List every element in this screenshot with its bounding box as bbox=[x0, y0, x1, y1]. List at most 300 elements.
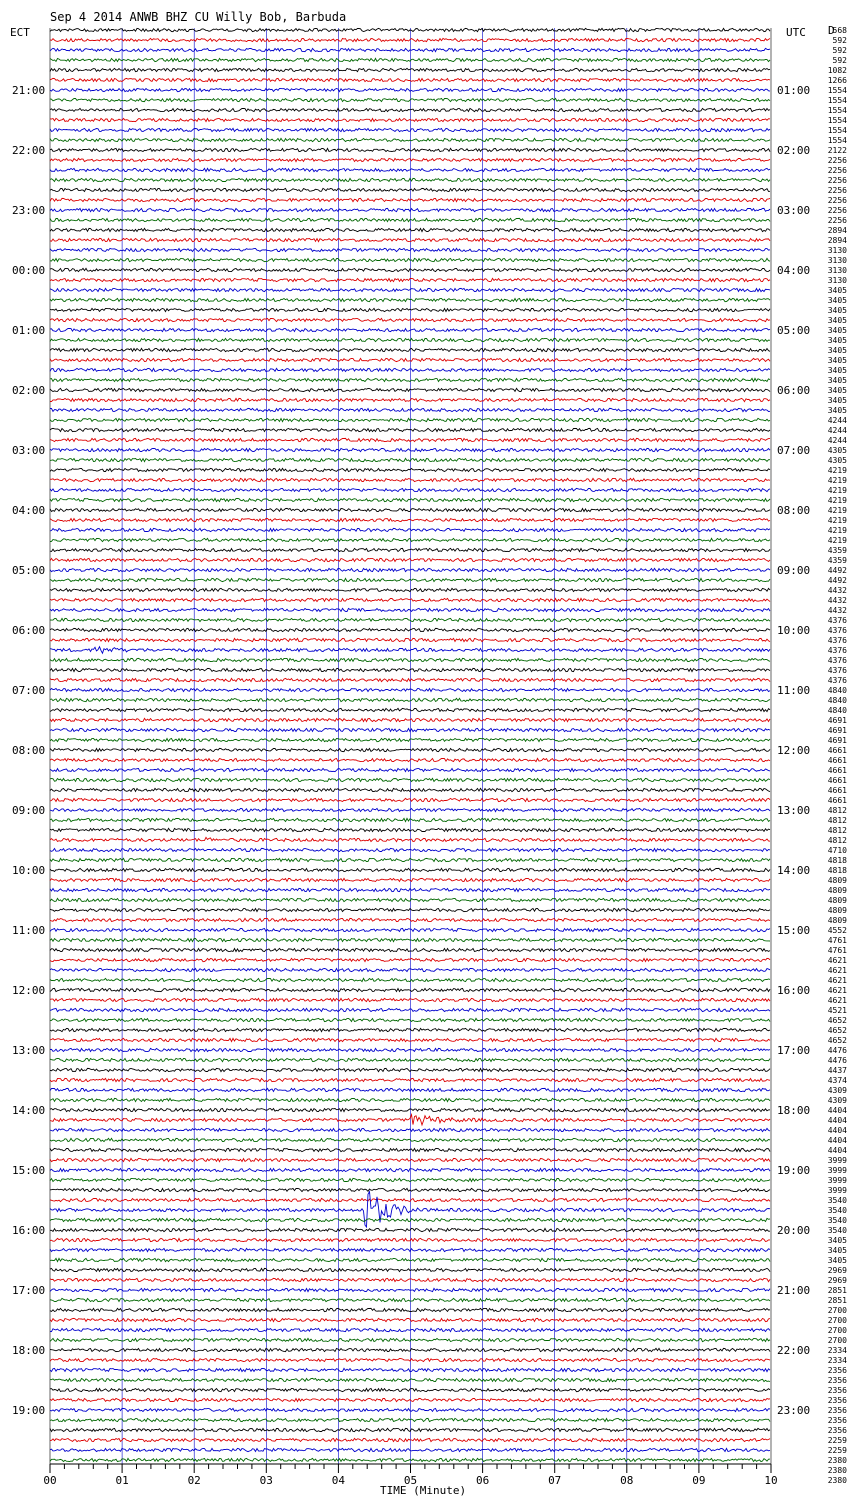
trace-96 bbox=[50, 988, 770, 991]
trace-116 bbox=[50, 1188, 770, 1191]
left-time-label: 11:00 bbox=[12, 924, 46, 937]
trace-count-label: 592 bbox=[832, 46, 847, 55]
right-time-label: 22:00 bbox=[777, 1344, 811, 1357]
trace-count-label: 4818 bbox=[827, 856, 847, 865]
trace-count-label: 4812 bbox=[827, 826, 847, 835]
trace-count-label: 4376 bbox=[827, 666, 847, 675]
trace-94 bbox=[50, 968, 770, 971]
x-tick-label: 10 bbox=[764, 1474, 778, 1487]
trace-103 bbox=[50, 1058, 770, 1061]
trace-2 bbox=[50, 48, 770, 51]
trace-count-label: 2851 bbox=[827, 1286, 847, 1295]
trace-count-label: 4691 bbox=[827, 726, 847, 735]
trace-count-label: 4404 bbox=[827, 1146, 847, 1155]
trace-128 bbox=[50, 1308, 770, 1311]
trace-58 bbox=[50, 608, 770, 611]
trace-count-label: 4761 bbox=[827, 936, 847, 945]
trace-114 bbox=[50, 1168, 770, 1171]
trace-count-label: 2334 bbox=[827, 1356, 847, 1365]
trace-count-label: 4809 bbox=[827, 906, 847, 915]
trace-21 bbox=[50, 238, 770, 241]
left-time-label: 23:00 bbox=[12, 204, 46, 217]
trace-count-label: 4219 bbox=[827, 486, 847, 495]
trace-count-label: 2356 bbox=[827, 1386, 847, 1395]
trace-106 bbox=[50, 1088, 770, 1091]
trace-45 bbox=[50, 478, 770, 481]
trace-83 bbox=[50, 858, 770, 861]
trace-35 bbox=[50, 378, 770, 381]
trace-129 bbox=[50, 1318, 770, 1321]
trace-count-label: 4521 bbox=[827, 1006, 847, 1015]
x-tick-label: 09 bbox=[692, 1474, 706, 1487]
trace-36 bbox=[50, 388, 770, 391]
trace-count-label: 2356 bbox=[827, 1426, 847, 1435]
trace-89 bbox=[50, 918, 770, 921]
trace-38 bbox=[50, 408, 770, 411]
x-tick-label: 02 bbox=[187, 1474, 201, 1487]
trace-count-label: 3999 bbox=[827, 1166, 847, 1175]
trace-count-label: 3405 bbox=[827, 336, 847, 345]
trace-count-label: 4809 bbox=[827, 876, 847, 885]
chart-title: Sep 4 2014 ANWB BHZ CU Willy Bob, Barbuda bbox=[50, 10, 347, 24]
trace-69 bbox=[50, 718, 770, 721]
trace-64 bbox=[50, 668, 770, 671]
trace-count-label: 4219 bbox=[827, 506, 847, 515]
trace-141 bbox=[50, 1438, 770, 1441]
trace-count-label: 4661 bbox=[827, 746, 847, 755]
trace-count-label: 4761 bbox=[827, 946, 847, 955]
trace-count-label: 1554 bbox=[827, 136, 847, 145]
trace-count-label: 4652 bbox=[827, 1026, 847, 1035]
trace-count-label: 3405 bbox=[827, 326, 847, 335]
right-time-label: 15:00 bbox=[777, 924, 811, 937]
trace-131 bbox=[50, 1338, 770, 1341]
trace-120 bbox=[50, 1228, 770, 1231]
right-time-label: 16:00 bbox=[777, 984, 811, 997]
trace-11 bbox=[50, 138, 770, 141]
trace-count-label: 1266 bbox=[827, 76, 847, 85]
trace-count-label: 3999 bbox=[827, 1156, 847, 1165]
trace-count-label: 4305 bbox=[827, 456, 847, 465]
trace-count-label: 2122 bbox=[827, 146, 847, 155]
trace-72 bbox=[50, 748, 770, 751]
trace-140 bbox=[50, 1428, 770, 1431]
trace-76 bbox=[50, 788, 770, 791]
trace-count-label: 3999 bbox=[827, 1176, 847, 1185]
trace-count-label: 4376 bbox=[827, 676, 847, 685]
trace-24 bbox=[50, 268, 770, 271]
x-tick-label: 04 bbox=[331, 1474, 346, 1487]
trace-62 bbox=[50, 647, 770, 654]
x-tick-label: 07 bbox=[548, 1474, 562, 1487]
trace-12 bbox=[50, 148, 770, 151]
trace-56 bbox=[50, 588, 770, 591]
trace-142 bbox=[50, 1448, 770, 1451]
trace-count-label: 4376 bbox=[827, 636, 847, 645]
trace-27 bbox=[50, 298, 770, 301]
trace-0 bbox=[50, 28, 770, 31]
trace-79 bbox=[50, 818, 770, 821]
right-time-label: 11:00 bbox=[777, 684, 811, 697]
trace-98 bbox=[50, 1008, 770, 1011]
trace-count-label: 3130 bbox=[827, 266, 847, 275]
trace-count-label: 2380 bbox=[827, 1456, 847, 1465]
trace-count-label: 4432 bbox=[827, 596, 847, 605]
left-time-label: 19:00 bbox=[12, 1404, 46, 1417]
trace-60 bbox=[50, 628, 770, 631]
trace-25 bbox=[50, 278, 770, 281]
trace-33 bbox=[50, 358, 770, 361]
trace-count-label: 4809 bbox=[827, 886, 847, 895]
trace-count-label: 4661 bbox=[827, 766, 847, 775]
trace-count-label: 3540 bbox=[827, 1206, 847, 1215]
trace-68 bbox=[50, 708, 770, 711]
trace-count-label: 4661 bbox=[827, 796, 847, 805]
trace-count-label: 4219 bbox=[827, 476, 847, 485]
x-tick-label: 08 bbox=[620, 1474, 634, 1487]
trace-124 bbox=[50, 1268, 770, 1271]
right-time-label: 06:00 bbox=[777, 384, 811, 397]
trace-count-label: 568 bbox=[832, 26, 847, 35]
trace-3 bbox=[50, 58, 770, 61]
trace-count-label: 1554 bbox=[827, 116, 847, 125]
trace-26 bbox=[50, 288, 770, 291]
trace-84 bbox=[50, 868, 770, 871]
trace-55 bbox=[50, 578, 770, 581]
trace-count-label: 4812 bbox=[827, 816, 847, 825]
trace-count-label: 3540 bbox=[827, 1216, 847, 1225]
trace-count-label: 4840 bbox=[827, 706, 847, 715]
trace-65 bbox=[50, 678, 770, 681]
trace-count-label: 4552 bbox=[827, 926, 847, 935]
right-time-label: 21:00 bbox=[777, 1284, 811, 1297]
trace-count-label: 3405 bbox=[827, 406, 847, 415]
right-time-label: 20:00 bbox=[777, 1224, 811, 1237]
trace-14 bbox=[50, 168, 770, 171]
left-time-label: 06:00 bbox=[12, 624, 46, 637]
left-time-label: 08:00 bbox=[12, 744, 46, 757]
left-time-label: 13:00 bbox=[12, 1044, 46, 1057]
trace-133 bbox=[50, 1358, 770, 1361]
trace-130 bbox=[50, 1328, 770, 1331]
trace-10 bbox=[50, 128, 770, 131]
trace-82 bbox=[50, 848, 770, 851]
trace-112 bbox=[50, 1148, 770, 1151]
trace-63 bbox=[50, 658, 770, 661]
trace-count-label: 4309 bbox=[827, 1086, 847, 1095]
left-time-label: 02:00 bbox=[12, 384, 46, 397]
trace-127 bbox=[50, 1298, 770, 1301]
right-time-label: 04:00 bbox=[777, 264, 811, 277]
trace-count-label: 4376 bbox=[827, 626, 847, 635]
trace-139 bbox=[50, 1418, 770, 1421]
trace-count-label: 3405 bbox=[827, 346, 847, 355]
trace-121 bbox=[50, 1238, 770, 1241]
trace-66 bbox=[50, 688, 770, 691]
trace-39 bbox=[50, 418, 770, 421]
trace-100 bbox=[50, 1028, 770, 1031]
scale-label: D bbox=[828, 24, 835, 37]
left-time-label: 18:00 bbox=[12, 1344, 46, 1357]
trace-count-label: 4621 bbox=[827, 996, 847, 1005]
trace-count-label: 2256 bbox=[827, 186, 847, 195]
trace-1 bbox=[50, 38, 770, 41]
trace-count-label: 4376 bbox=[827, 656, 847, 665]
trace-count-label: 4652 bbox=[827, 1016, 847, 1025]
trace-group bbox=[50, 28, 770, 1461]
trace-52 bbox=[50, 548, 770, 551]
trace-count-label: 2700 bbox=[827, 1316, 847, 1325]
trace-51 bbox=[50, 538, 770, 541]
trace-count-label: 4476 bbox=[827, 1046, 847, 1055]
trace-count-label: 2259 bbox=[827, 1446, 847, 1455]
trace-count-label: 4376 bbox=[827, 646, 847, 655]
left-time-label: 05:00 bbox=[12, 564, 46, 577]
trace-count-label: 2256 bbox=[827, 176, 847, 185]
right-time-label: 23:00 bbox=[777, 1404, 811, 1417]
trace-19 bbox=[50, 218, 770, 221]
left-axis-label: ECT bbox=[10, 26, 30, 39]
trace-34 bbox=[50, 368, 770, 371]
trace-48 bbox=[50, 508, 770, 511]
trace-5 bbox=[50, 78, 770, 81]
trace-111 bbox=[50, 1138, 770, 1141]
trace-117 bbox=[50, 1198, 770, 1201]
trace-count-label: 4244 bbox=[827, 426, 847, 435]
trace-count-label: 4219 bbox=[827, 526, 847, 535]
trace-count-label: 4476 bbox=[827, 1056, 847, 1065]
trace-44 bbox=[50, 468, 770, 471]
trace-count-label: 4840 bbox=[827, 696, 847, 705]
trace-6 bbox=[50, 88, 770, 91]
trace-104 bbox=[50, 1068, 770, 1071]
trace-count-label: 2256 bbox=[827, 166, 847, 175]
right-time-label: 19:00 bbox=[777, 1164, 811, 1177]
left-time-label: 15:00 bbox=[12, 1164, 46, 1177]
trace-137 bbox=[50, 1398, 770, 1401]
minute-gridlines bbox=[50, 28, 771, 1464]
x-axis-label: TIME (Minute) bbox=[380, 1484, 467, 1497]
trace-99 bbox=[50, 1018, 770, 1021]
trace-count-label: 2256 bbox=[827, 206, 847, 215]
trace-count-label: 4376 bbox=[827, 616, 847, 625]
trace-count-label: 2700 bbox=[827, 1336, 847, 1345]
trace-count-label: 2894 bbox=[827, 226, 847, 235]
trace-count-label: 2380 bbox=[827, 1466, 847, 1475]
trace-122 bbox=[50, 1248, 770, 1251]
trace-30 bbox=[50, 328, 770, 331]
right-time-label: 12:00 bbox=[777, 744, 811, 757]
trace-count-label: 3405 bbox=[827, 1236, 847, 1245]
trace-count-label: 4661 bbox=[827, 786, 847, 795]
trace-count-label: 592 bbox=[832, 36, 847, 45]
trace-count-label: 4309 bbox=[827, 1096, 847, 1105]
right-time-label: 03:00 bbox=[777, 204, 811, 217]
right-time-label: 14:00 bbox=[777, 864, 811, 877]
trace-count-label: 4374 bbox=[827, 1076, 847, 1085]
trace-101 bbox=[50, 1038, 770, 1041]
trace-count-label: 4652 bbox=[827, 1036, 847, 1045]
trace-count-label: 4244 bbox=[827, 436, 847, 445]
trace-47 bbox=[50, 498, 770, 501]
right-time-label: 17:00 bbox=[777, 1044, 811, 1057]
trace-126 bbox=[50, 1288, 770, 1291]
trace-count-label: 3405 bbox=[827, 1256, 847, 1265]
trace-78 bbox=[50, 808, 770, 811]
trace-count-label: 4219 bbox=[827, 496, 847, 505]
trace-count-label: 4809 bbox=[827, 916, 847, 925]
trace-37 bbox=[50, 398, 770, 401]
trace-77 bbox=[50, 798, 770, 801]
trace-87 bbox=[50, 898, 770, 901]
trace-42 bbox=[50, 448, 770, 451]
trace-97 bbox=[50, 998, 770, 1001]
right-time-label: 07:00 bbox=[777, 444, 811, 457]
left-time-label: 10:00 bbox=[12, 864, 46, 877]
trace-16 bbox=[50, 188, 770, 191]
trace-70 bbox=[50, 728, 770, 731]
right-time-label: 08:00 bbox=[777, 504, 811, 517]
trace-count-label: 3405 bbox=[827, 296, 847, 305]
right-time-label: 02:00 bbox=[777, 144, 811, 157]
trace-count-label: 592 bbox=[832, 56, 847, 65]
trace-15 bbox=[50, 178, 770, 181]
trace-count-label: 4492 bbox=[827, 576, 847, 585]
trace-count-label: 4404 bbox=[827, 1116, 847, 1125]
trace-28 bbox=[50, 308, 770, 311]
trace-43 bbox=[50, 458, 770, 461]
trace-75 bbox=[50, 778, 770, 781]
trace-count-label: 3405 bbox=[827, 366, 847, 375]
left-time-label: 14:00 bbox=[12, 1104, 46, 1117]
trace-13 bbox=[50, 158, 770, 161]
trace-count-label: 3540 bbox=[827, 1196, 847, 1205]
left-time-label: 04:00 bbox=[12, 504, 46, 517]
right-axis-label: UTC bbox=[786, 26, 806, 39]
trace-71 bbox=[50, 738, 770, 741]
trace-count-label: 2380 bbox=[827, 1476, 847, 1485]
trace-count-label: 4621 bbox=[827, 976, 847, 985]
trace-count-label: 3405 bbox=[827, 316, 847, 325]
trace-count-label: 4691 bbox=[827, 736, 847, 745]
trace-count-label: 1554 bbox=[827, 106, 847, 115]
trace-102 bbox=[50, 1048, 770, 1051]
trace-count-label: 1082 bbox=[827, 66, 847, 75]
trace-54 bbox=[50, 568, 770, 571]
trace-count-label: 3405 bbox=[827, 1246, 847, 1255]
right-time-label: 05:00 bbox=[777, 324, 811, 337]
trace-count-label: 4661 bbox=[827, 776, 847, 785]
trace-59 bbox=[50, 618, 770, 621]
trace-count-label: 2356 bbox=[827, 1366, 847, 1375]
trace-count-label: 3405 bbox=[827, 306, 847, 315]
trace-105 bbox=[50, 1078, 770, 1081]
left-time-label: 22:00 bbox=[12, 144, 46, 157]
trace-85 bbox=[50, 878, 770, 881]
x-tick-label: 01 bbox=[115, 1474, 129, 1487]
trace-count-label: 1554 bbox=[827, 126, 847, 135]
trace-93 bbox=[50, 958, 770, 961]
trace-count-label: 2259 bbox=[827, 1436, 847, 1445]
left-time-label: 01:00 bbox=[12, 324, 46, 337]
trace-count-label: 2356 bbox=[827, 1376, 847, 1385]
trace-119 bbox=[50, 1218, 770, 1221]
left-time-label: 00:00 bbox=[12, 264, 46, 277]
trace-108 bbox=[50, 1108, 770, 1111]
trace-count-label: 3130 bbox=[827, 246, 847, 255]
right-time-label: 10:00 bbox=[777, 624, 811, 637]
trace-91 bbox=[50, 938, 770, 941]
trace-49 bbox=[50, 518, 770, 521]
trace-count-label: 4818 bbox=[827, 866, 847, 875]
trace-123 bbox=[50, 1258, 770, 1261]
trace-113 bbox=[50, 1158, 770, 1161]
trace-32 bbox=[50, 348, 770, 351]
trace-count-label: 3130 bbox=[827, 256, 847, 265]
trace-count-label: 4359 bbox=[827, 546, 847, 555]
trace-7 bbox=[50, 98, 770, 101]
trace-61 bbox=[50, 638, 770, 641]
trace-9 bbox=[50, 118, 770, 121]
trace-110 bbox=[50, 1128, 770, 1131]
trace-23 bbox=[50, 258, 770, 261]
trace-95 bbox=[50, 978, 770, 981]
trace-134 bbox=[50, 1368, 770, 1371]
trace-8 bbox=[50, 108, 770, 111]
x-tick-label: 06 bbox=[475, 1474, 490, 1487]
trace-count-label: 4492 bbox=[827, 566, 847, 575]
trace-count-label: 4432 bbox=[827, 606, 847, 615]
trace-count-label: 2256 bbox=[827, 196, 847, 205]
trace-count-label: 4404 bbox=[827, 1136, 847, 1145]
trace-count-label: 4840 bbox=[827, 686, 847, 695]
trace-count-label: 4219 bbox=[827, 516, 847, 525]
trace-count-label: 1554 bbox=[827, 86, 847, 95]
trace-count-label: 2700 bbox=[827, 1306, 847, 1315]
trace-53 bbox=[50, 558, 770, 561]
left-time-label: 09:00 bbox=[12, 804, 46, 817]
trace-count-label: 4812 bbox=[827, 806, 847, 815]
x-tick-label: 03 bbox=[259, 1474, 273, 1487]
trace-count-label: 3999 bbox=[827, 1186, 847, 1195]
x-tick-label: 00 bbox=[43, 1474, 57, 1487]
right-time-label: 18:00 bbox=[777, 1104, 811, 1117]
trace-73 bbox=[50, 758, 770, 761]
trace-92 bbox=[50, 948, 770, 951]
trace-138 bbox=[50, 1408, 770, 1411]
left-time-label: 12:00 bbox=[12, 984, 46, 997]
trace-31 bbox=[50, 338, 770, 341]
trace-136 bbox=[50, 1388, 770, 1391]
trace-count-label: 4621 bbox=[827, 956, 847, 965]
trace-count-label: 4621 bbox=[827, 966, 847, 975]
trace-count-label: 4432 bbox=[827, 586, 847, 595]
trace-count-label: 4437 bbox=[827, 1066, 847, 1075]
x-tick-label: 05 bbox=[403, 1474, 418, 1487]
trace-count-label: 2256 bbox=[827, 156, 847, 165]
trace-18 bbox=[50, 208, 770, 211]
trace-count-label: 2969 bbox=[827, 1266, 847, 1275]
left-time-label: 03:00 bbox=[12, 444, 46, 457]
left-time-label: 16:00 bbox=[12, 1224, 46, 1237]
trace-count-label: 4809 bbox=[827, 896, 847, 905]
trace-115 bbox=[50, 1178, 770, 1181]
trace-count-label: 2356 bbox=[827, 1416, 847, 1425]
trace-22 bbox=[50, 248, 770, 251]
right-time-label: 13:00 bbox=[777, 804, 811, 817]
trace-57 bbox=[50, 598, 770, 601]
trace-count-label: 4219 bbox=[827, 466, 847, 475]
